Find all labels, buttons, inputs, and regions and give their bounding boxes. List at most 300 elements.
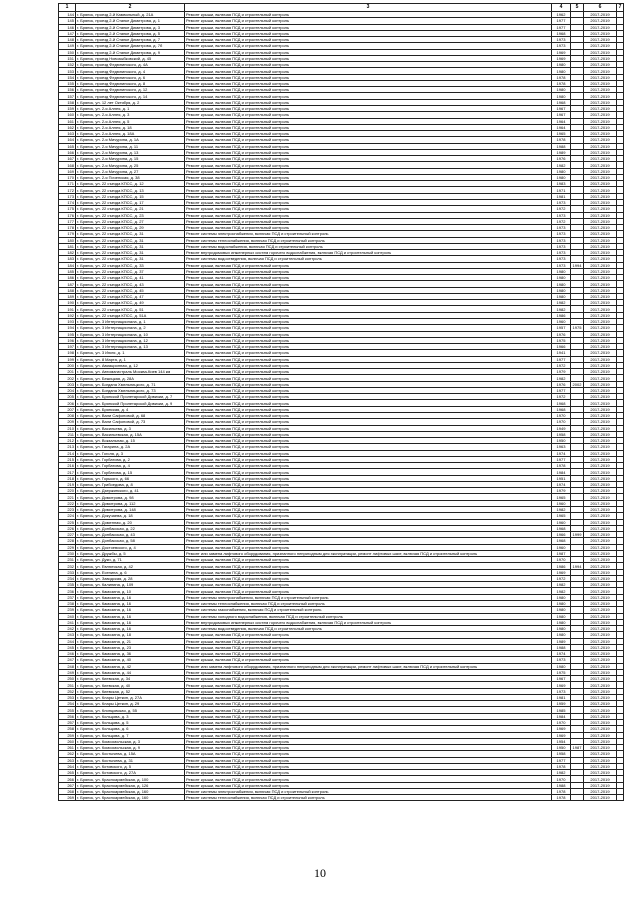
planned-period-cell: 2017-2019 <box>584 557 617 563</box>
address-cell: г. Брянск, ул. 22 съезда КПСС, д. 27 <box>76 218 185 224</box>
overhaul-year-cell: 2002 <box>571 381 584 387</box>
row-number: 228 <box>59 538 76 544</box>
address-cell: г. Брянск, ул. Вали Сафоновой, д. 68 <box>76 413 185 419</box>
planned-period-cell: 2017-2019 <box>584 726 617 732</box>
address-cell: г. Брянск, ул. 3 Интернационала, д. 1 <box>76 319 185 325</box>
work-type-cell: Ремонт крыши, включая ПСД и строительный контроль <box>185 118 552 124</box>
planned-period-cell: 2017-2019 <box>584 49 617 55</box>
work-type-cell: Ремонт крыши, включая ПСД и строительный контроль <box>185 694 552 700</box>
address-cell: г. Брянск, ул. Вокзальная, д. 15 <box>76 438 185 444</box>
work-type-cell: Ремонт крыши, включая ПСД и строительный контроль <box>185 387 552 393</box>
work-type-cell: Ремонт крыши, включая ПСД и строительный контроль <box>185 381 552 387</box>
row-number: 229 <box>59 544 76 550</box>
address-cell: г. Брянск, ул. Горбатова, д. 15 <box>76 469 185 475</box>
planned-period-cell: 2017-2019 <box>584 626 617 632</box>
work-type-cell: Ремонт крыши, включая ПСД и строительный контроль <box>185 532 552 538</box>
work-type-cell: Ремонт крыши, включая ПСД и строительный контроль <box>185 162 552 168</box>
overhaul-year-cell: 1987 <box>571 745 584 751</box>
row-number: 237 <box>59 594 76 600</box>
row-number: 149 <box>59 43 76 49</box>
row-number: 224 <box>59 513 76 519</box>
build-year-cell: 1967 <box>552 676 571 682</box>
build-year-cell: 1976 <box>552 156 571 162</box>
address-cell: г. Брянск, ул. Киевская, д. 40 <box>76 682 185 688</box>
work-type-cell: Ремонт внутридомовых инженерных систем горячего водоснабжения, включая ПСД и строительный контроль <box>185 619 552 625</box>
address-cell: г. Брянск, ул. Котовского, д. 5 <box>76 763 185 769</box>
build-year-cell: 1973 <box>552 256 571 262</box>
work-type-cell: Ремонт крыши, включая ПСД и строительный контроль <box>185 143 552 149</box>
work-type-cell: Ремонт крыши, включая ПСД и строительный контроль <box>185 763 552 769</box>
work-type-cell: Ремонт крыши, включая ПСД и строительный контроль <box>185 193 552 199</box>
row-number: 218 <box>59 475 76 481</box>
planned-period-cell: 2017-2019 <box>584 369 617 375</box>
build-year-cell: 1970 <box>552 419 571 425</box>
build-year-cell: 1973 <box>552 231 571 237</box>
work-type-cell: Ремонт крыши, включая ПСД и строительный контроль <box>185 149 552 155</box>
build-year-cell: 1988 <box>552 644 571 650</box>
address-cell: г. Брянск, ул. Камозина, д. 42 <box>76 663 185 669</box>
address-cell: г. Брянск, ул. Камозина, д. 16 <box>76 594 185 600</box>
address-cell: г. Брянск, проезд 2-й Станке Димитрова, д. 7 <box>76 37 185 43</box>
build-year-cell: 1963 <box>552 444 571 450</box>
work-type-cell: Ремонт крыши, включая ПСД и строительный контроль <box>185 450 552 456</box>
build-year-cell: 1980 <box>552 600 571 606</box>
planned-period-cell: 2017-2019 <box>584 293 617 299</box>
address-cell: г. Брянск, ул. Калинина, д. 109 <box>76 582 185 588</box>
work-type-cell: Ремонт крыши, включая ПСД и строительный контроль <box>185 488 552 494</box>
build-year-cell: 1973 <box>552 688 571 694</box>
row-number: 221 <box>59 494 76 500</box>
planned-period-cell: 2017-2019 <box>584 275 617 281</box>
planned-period-cell: 2017-2019 <box>584 745 617 751</box>
address-cell: г. Брянск, ул. Камозина, д. 40 <box>76 657 185 663</box>
work-type-cell: Ремонт внутридомовых инженерных систем горячего водоснабжения, включая ПСД и строительный контроль <box>185 250 552 256</box>
build-year-cell: 1980 <box>552 268 571 274</box>
work-type-cell: Ремонт крыши, включая ПСД и строительный контроль <box>185 262 552 268</box>
planned-period-cell: 2017-2019 <box>584 763 617 769</box>
work-type-cell: Ремонт крыши, включая ПСД и строительный контроль <box>185 49 552 55</box>
planned-period-cell: 2017-2019 <box>584 613 617 619</box>
row-number: 250 <box>59 676 76 682</box>
planned-period-cell: 2017-2019 <box>584 438 617 444</box>
address-cell: г. Брянск, ул. Вали Сафоновой, д. 73 <box>76 419 185 425</box>
build-year-cell: 1977 <box>552 18 571 24</box>
work-type-cell: Ремонт крыши, включая ПСД и строительный контроль <box>185 770 552 776</box>
address-cell: г. Брянск, ул. Димитрова, д. 98 <box>76 494 185 500</box>
work-type-cell: Ремонт крыши, включая ПСД и строительный контроль <box>185 456 552 462</box>
address-cell: г. Брянск, ул. 2-я Мичурина, д. 1А <box>76 137 185 143</box>
build-year-cell: 1968 <box>552 400 571 406</box>
address-cell: г. Брянск, ул. 2-я Почепская, д. 38 <box>76 174 185 180</box>
planned-period-cell: 2017-2019 <box>584 174 617 180</box>
work-type-cell: Ремонт крыши, включая ПСД и строительный контроль <box>185 745 552 751</box>
work-type-cell: Ремонт крыши, включая ПСД и строительный контроль <box>185 199 552 205</box>
header-col-4: 4 <box>552 4 571 12</box>
address-cell: г. Брянск, ул. Киевская, д. 34 <box>76 676 185 682</box>
address-cell: г. Брянск, ул. Дружбы, д. 5 <box>76 550 185 556</box>
work-type-cell: Ремонт крыши, включая ПСД и строительный контроль <box>185 37 552 43</box>
address-cell: г. Брянск, ул. Красноармейская, д. 160 <box>76 795 185 801</box>
build-year-cell: 1988 <box>552 143 571 149</box>
row-number: 147 <box>59 30 76 36</box>
planned-period-cell: 2017-2019 <box>584 400 617 406</box>
build-year-cell: 1973 <box>552 43 571 49</box>
planned-period-cell: 2017-2019 <box>584 168 617 174</box>
address-cell: г. Брянск, ул. Грибоедова, д. 8 <box>76 481 185 487</box>
row-number: 248 <box>59 663 76 669</box>
work-type-cell: Ремонт системы водоснабжения, включая ПСД и строительный контроль <box>185 243 552 249</box>
build-year-cell: 1979 <box>552 488 571 494</box>
row-number: 232 <box>59 563 76 569</box>
planned-period-cell: 2017-2019 <box>584 519 617 525</box>
build-year-cell: 1981 <box>552 694 571 700</box>
extra-cell <box>617 795 624 801</box>
work-type-cell: Ремонт крыши, включая ПСД и строительный контроль <box>185 506 552 512</box>
build-year-cell: 1973 <box>552 243 571 249</box>
work-type-cell: Ремонт крыши, включая ПСД и строительный контроль <box>185 444 552 450</box>
row-number: 198 <box>59 350 76 356</box>
work-type-cell: Ремонт крыши, включая ПСД и строительный контроль <box>185 306 552 312</box>
build-year-cell: 1966 <box>552 344 571 350</box>
header-col-7: 7 <box>617 4 624 12</box>
address-cell: г. Брянск, ул. Кольцова, д. 3 <box>76 713 185 719</box>
build-year-cell: 1982 <box>552 582 571 588</box>
work-type-cell: Ремонт крыши, включая ПСД и строительный контроль <box>185 105 552 111</box>
build-year-cell: 1980 <box>552 93 571 99</box>
address-cell: г. Брянск, ул. 3 Интернационала, д. 10 <box>76 331 185 337</box>
planned-period-cell: 2017-2019 <box>584 575 617 581</box>
build-year-cell: 1958 <box>552 751 571 757</box>
work-type-cell: Ремонт крыши, включая ПСД и строительный контроль <box>185 319 552 325</box>
build-year-cell: 1986 <box>552 563 571 569</box>
planned-period-cell: 2017-2019 <box>584 218 617 224</box>
address-cell: г. Брянск, ул. Клары Цеткин, д. 27А <box>76 694 185 700</box>
row-number: 214 <box>59 450 76 456</box>
build-year-cell: 1968 <box>552 406 571 412</box>
planned-period-cell: 2017-2019 <box>584 193 617 199</box>
address-cell: г. Брянск, ул. 22 съезда КПСС, д. 31 <box>76 250 185 256</box>
planned-period-cell: 2017-2019 <box>584 162 617 168</box>
planned-period-cell: 2017-2019 <box>584 751 617 757</box>
row-number: 249 <box>59 669 76 675</box>
page-number: 10 <box>314 866 326 880</box>
work-type-cell: Ремонт крыши, включая ПСД и строительный контроль <box>185 156 552 162</box>
address-cell: г. Брянск, ул. Клары Цеткин, д. 29 <box>76 701 185 707</box>
build-year-cell: 1976 <box>552 331 571 337</box>
header-col-3: 3 <box>185 4 552 12</box>
address-cell: г. Брянск, ул. Донбасская, д. 43 <box>76 532 185 538</box>
build-year-cell: 1975 <box>552 337 571 343</box>
row-number: 156 <box>59 87 76 93</box>
row-number: 245 <box>59 644 76 650</box>
row-number: 206 <box>59 400 76 406</box>
address-cell: г. Брянск, ул. Брянской Пролетарской Дивизии, д. 9 <box>76 400 185 406</box>
address-cell: г. Брянск, ул. 22 съезда КПСС, д. 15 <box>76 193 185 199</box>
build-year-cell: 1980 <box>552 68 571 74</box>
build-year-cell: 1957 <box>552 325 571 331</box>
work-type-cell: Ремонт крыши, включая ПСД и строительный контроль <box>185 218 552 224</box>
work-type-cell: Ремонт крыши, включая ПСД и строительный контроль <box>185 268 552 274</box>
header-col-6: 6 <box>584 4 617 12</box>
build-year-cell: 1983 <box>552 181 571 187</box>
planned-period-cell: 2017-2019 <box>584 24 617 30</box>
work-type-cell: Ремонт крыши, включая ПСД и строительный контроль <box>185 344 552 350</box>
build-year-cell: 1989 <box>552 149 571 155</box>
row-number: 258 <box>59 726 76 732</box>
work-type-cell: Ремонт системы электроснабжения, включая ПСД и строительный контроль <box>185 594 552 600</box>
work-type-cell: Ремонт крыши, включая ПСД и строительный контроль <box>185 12 552 18</box>
row-number: 227 <box>59 532 76 538</box>
address-cell: г. Брянск, ул. 2-я Аллея, д. 1 <box>76 105 185 111</box>
work-type-cell: Ремонт крыши, включая ПСД и строительный контроль <box>185 500 552 506</box>
build-year-cell: 1973 <box>552 250 571 256</box>
build-year-cell: 1973 <box>552 37 571 43</box>
row-number: 223 <box>59 506 76 512</box>
build-year-cell: 1960 <box>552 544 571 550</box>
work-type-cell: Ремонт крыши, включая ПСД и строительный контроль <box>185 738 552 744</box>
work-type-cell: Ремонт крыши, включая ПСД и строительный контроль <box>185 181 552 187</box>
work-type-cell: Ремонт системы теплоснабжения, включая ПСД и строительный контроль <box>185 795 552 801</box>
row-number: 192 <box>59 312 76 318</box>
row-number: 193 <box>59 319 76 325</box>
planned-period-cell: 2017-2019 <box>584 776 617 782</box>
work-type-cell: Ремонт крыши, включая ПСД и строительный контроль <box>185 632 552 638</box>
build-year-cell: 1951 <box>552 475 571 481</box>
row-number: 151 <box>59 55 76 61</box>
address-cell: г. Брянск, ул. 3 Интернационала, д. 12 <box>76 337 185 343</box>
row-number: 269 <box>59 795 76 801</box>
build-year-cell: 1977 <box>552 757 571 763</box>
build-year-cell: 1980 <box>552 281 571 287</box>
address-cell: г. Брянск, ул. Клинцовская, д. 55 <box>76 707 185 713</box>
row-number: 220 <box>59 488 76 494</box>
address-cell: г. Брянск, ул. 22 съезда КПСС, д. 37 <box>76 268 185 274</box>
planned-period-cell: 2017-2019 <box>584 782 617 788</box>
planned-period-cell: 2017-2019 <box>584 55 617 61</box>
planned-period-cell: 2017-2019 <box>584 795 617 801</box>
overhaul-year-cell: 1975 <box>571 325 584 331</box>
address-cell: г. Брянск, ул. 12 лет Октября, д. 2 <box>76 99 185 105</box>
row-number: 254 <box>59 701 76 707</box>
address-cell: г. Брянск, ул. Костычева, д. 15А <box>76 751 185 757</box>
row-number: 179 <box>59 231 76 237</box>
planned-period-cell: 2017-2019 <box>584 738 617 744</box>
build-year-cell: 1978 <box>552 763 571 769</box>
address-cell: г. Брянск, проезд 2-й Станке Димитрова, д. 1 <box>76 18 185 24</box>
row-number: 235 <box>59 582 76 588</box>
row-number: 265 <box>59 770 76 776</box>
planned-period-cell: 2017-2019 <box>584 87 617 93</box>
planned-period-cell: 2017-2019 <box>584 105 617 111</box>
planned-period-cell: 2017-2019 <box>584 62 617 68</box>
address-cell: г. Брянск, ул. Васильева, д. 3 <box>76 425 185 431</box>
planned-period-cell: 2017-2019 <box>584 494 617 500</box>
row-number: 255 <box>59 707 76 713</box>
planned-period-cell: 2017-2019 <box>584 425 617 431</box>
build-year-cell: 1984 <box>552 713 571 719</box>
build-year-cell: 1985 <box>552 707 571 713</box>
work-type-cell: Ремонт крыши, включая ПСД и строительный контроль <box>185 463 552 469</box>
planned-period-cell: 2017-2019 <box>584 600 617 606</box>
address-cell: г. Брянск, ул. Костычева, д. 31 <box>76 757 185 763</box>
build-year-cell: 1969 <box>552 682 571 688</box>
planned-period-cell: 2017-2019 <box>584 362 617 368</box>
build-year-cell: 1978 <box>552 74 571 80</box>
work-type-cell: Ремонт крыши, включая ПСД и строительный контроль <box>185 494 552 500</box>
work-type-cell: Ремонт крыши, включая ПСД и строительный контроль <box>185 312 552 318</box>
row-number: 247 <box>59 657 76 663</box>
work-type-cell: Ремонт крыши, включая ПСД и строительный контроль <box>185 438 552 444</box>
row-number: 150 <box>59 49 76 55</box>
work-type-cell: Ремонт крыши, включая ПСД и строительный контроль <box>185 212 552 218</box>
work-type-cell: Ремонт крыши, включая ПСД и строительный контроль <box>185 676 552 682</box>
row-number: 181 <box>59 243 76 249</box>
build-year-cell: 1978 <box>552 463 571 469</box>
row-number: 183 <box>59 256 76 262</box>
planned-period-cell: 2017-2019 <box>584 37 617 43</box>
address-cell: г. Брянск, ул. Достоевского, д. 4 <box>76 544 185 550</box>
row-number: 217 <box>59 469 76 475</box>
row-number: 212 <box>59 438 76 444</box>
work-type-cell: Ремонт крыши, включая ПСД и строительный контроль <box>185 30 552 36</box>
planned-period-cell: 2017-2019 <box>584 713 617 719</box>
planned-period-cell: 2017-2019 <box>584 657 617 663</box>
row-number: 182 <box>59 250 76 256</box>
work-type-cell: Ремонт крыши, включая ПСД и строительный контроль <box>185 513 552 519</box>
build-year-cell: 1950 <box>552 438 571 444</box>
address-cell: г. Брянск, ул. Доменная, д. 20 <box>76 519 185 525</box>
planned-period-cell: 2017-2019 <box>584 638 617 644</box>
build-year-cell: 1974 <box>552 651 571 657</box>
address-cell: г. Брянск, ул. 22 съезда КПСС, д. 47 <box>76 293 185 299</box>
planned-period-cell: 2017-2019 <box>584 757 617 763</box>
row-number: 154 <box>59 74 76 80</box>
address-cell: г. Брянск, ул. Камозина, д. 16 <box>76 600 185 606</box>
address-cell: г. Брянск, ул. 22 съезда КПСС, д. 41 <box>76 275 185 281</box>
address-cell: г. Брянск, ул. 22 съезда КПСС, д. 13 <box>76 187 185 193</box>
planned-period-cell: 2017-2019 <box>584 199 617 205</box>
address-cell: г. Брянск, ул. Богдана Хмельницкого, д. 73 <box>76 387 185 393</box>
planned-period-cell: 2017-2019 <box>584 770 617 776</box>
work-type-cell: Ремонт системы газоснабжения, включая ПСД и строительный контроль <box>185 607 552 613</box>
build-year-cell: 1973 <box>552 225 571 231</box>
work-type-cell: Ремонт крыши, включая ПСД и строительный контроль <box>185 174 552 180</box>
work-type-cell: Ремонт крыши, включая ПСД и строительный контроль <box>185 206 552 212</box>
work-type-cell: Ремонт крыши, включая ПСД и строительный контроль <box>185 757 552 763</box>
address-cell: г. Брянск, ул. Горбатова, д. 2 <box>76 456 185 462</box>
planned-period-cell: 2017-2019 <box>584 206 617 212</box>
header-col-1: 1 <box>59 4 76 12</box>
planned-period-cell: 2017-2019 <box>584 356 617 362</box>
planned-period-cell: 2017-2019 <box>584 550 617 556</box>
address-cell: г. Брянск, ул. Камозина, д. 10 <box>76 588 185 594</box>
build-year-cell: 1980 <box>552 594 571 600</box>
work-type-cell: Ремонт крыши, включая ПСД и строительный контроль <box>185 350 552 356</box>
build-year-cell: 1950 <box>552 745 571 751</box>
planned-period-cell: 2017-2019 <box>584 231 617 237</box>
row-number: 268 <box>59 788 76 794</box>
row-number: 222 <box>59 500 76 506</box>
address-cell: г. Брянск, ул. Васильевская, д. 15А <box>76 431 185 437</box>
build-year-cell: 1967 <box>552 112 571 118</box>
row-number: 213 <box>59 444 76 450</box>
row-number: 180 <box>59 237 76 243</box>
work-type-cell: Ремонт крыши, включая ПСД и строительный контроль <box>185 400 552 406</box>
row-number: 185 <box>59 268 76 274</box>
build-year-cell: 1977 <box>552 456 571 462</box>
row-number: 244 <box>59 638 76 644</box>
address-cell: г. Брянск, проезд 2-й Станке Димитрова, д. 3 <box>76 24 185 30</box>
build-year-cell: 1977 <box>552 356 571 362</box>
overhaul-year-cell <box>571 795 584 801</box>
build-year-cell: 1972 <box>552 394 571 400</box>
build-year-cell: 1980 <box>552 663 571 669</box>
planned-period-cell: 2017-2019 <box>584 118 617 124</box>
planned-period-cell: 2017-2019 <box>584 463 617 469</box>
row-number: 178 <box>59 225 76 231</box>
build-year-cell: 1977 <box>552 387 571 393</box>
build-year-cell: 1969 <box>552 726 571 732</box>
address-cell: г. Брянск, ул. Камозина, д. 21 <box>76 638 185 644</box>
planned-period-cell: 2017-2019 <box>584 12 617 18</box>
build-year-cell: 1972 <box>552 575 571 581</box>
row-number: 196 <box>59 337 76 343</box>
planned-period-cell: 2017-2019 <box>584 312 617 318</box>
address-cell: г. Брянск, ул. 22 съезда КПСС, д. 21 <box>76 206 185 212</box>
build-year-cell: 1978 <box>552 80 571 86</box>
build-year-cell: 1975 <box>552 669 571 675</box>
address-cell: г. Брянск, проезд Федюнинского, д. 4 <box>76 68 185 74</box>
planned-period-cell: 2017-2019 <box>584 588 617 594</box>
address-cell: г. Брянск, ул. Донбасская, д. 58 <box>76 538 185 544</box>
work-type-cell: Ремонт крыши, включая ПСД и строительный контроль <box>185 18 552 24</box>
row-number: 186 <box>59 275 76 281</box>
planned-period-cell: 2017-2019 <box>584 187 617 193</box>
header-col-5: 5 <box>571 4 584 12</box>
address-cell: г. Брянск, ул. 22 съезда КПСС, д. 31 <box>76 237 185 243</box>
work-type-cell: Ремонт крыши, включая ПСД и строительный контроль <box>185 651 552 657</box>
build-year-cell: 1964 <box>552 124 571 130</box>
row-number: 238 <box>59 600 76 606</box>
address-cell: г. Брянск, ул. Горбатова, д. 4 <box>76 463 185 469</box>
build-year-cell: 1980 <box>552 62 571 68</box>
row-number: 157 <box>59 93 76 99</box>
address-cell: г. Брянск, ул. Гагарина, д. 2А <box>76 444 185 450</box>
work-type-cell: Ремонт крыши, включая ПСД и строительный контроль <box>185 782 552 788</box>
address-cell: г. Брянск, проезд Федюнинского, д. 4А <box>76 62 185 68</box>
build-year-cell: 1974 <box>552 450 571 456</box>
build-year-cell: 1968 <box>552 99 571 105</box>
build-year-cell: 1981 <box>552 193 571 199</box>
work-type-cell: Ремонт крыши, включая ПСД и строительный контроль <box>185 544 552 550</box>
build-year-cell: 1960 <box>552 319 571 325</box>
planned-period-cell: 2017-2019 <box>584 237 617 243</box>
planned-period-cell: 2017-2019 <box>584 143 617 149</box>
build-year-cell: 1970 <box>552 776 571 782</box>
address-cell: г. Брянск, ул. 22 съезда КПСС, д. 51 <box>76 306 185 312</box>
planned-period-cell: 2017-2019 <box>584 413 617 419</box>
planned-period-cell: 2017-2019 <box>584 300 617 306</box>
row-number: 173 <box>59 193 76 199</box>
work-type-cell: Ремонт крыши, включая ПСД и строительный контроль <box>185 525 552 531</box>
address-cell: г. Брянск, ул. Заводская, д. 28 <box>76 575 185 581</box>
build-year-cell: 1970 <box>552 720 571 726</box>
address-cell: г. Брянск, ул. 2-я Мичурина, д. 11 <box>76 143 185 149</box>
work-type-cell: Ремонт крыши, включая ПСД и строительный контроль <box>185 588 552 594</box>
planned-period-cell: 2017-2019 <box>584 375 617 381</box>
planned-period-cell: 2017-2019 <box>584 682 617 688</box>
row-number: 263 <box>59 757 76 763</box>
